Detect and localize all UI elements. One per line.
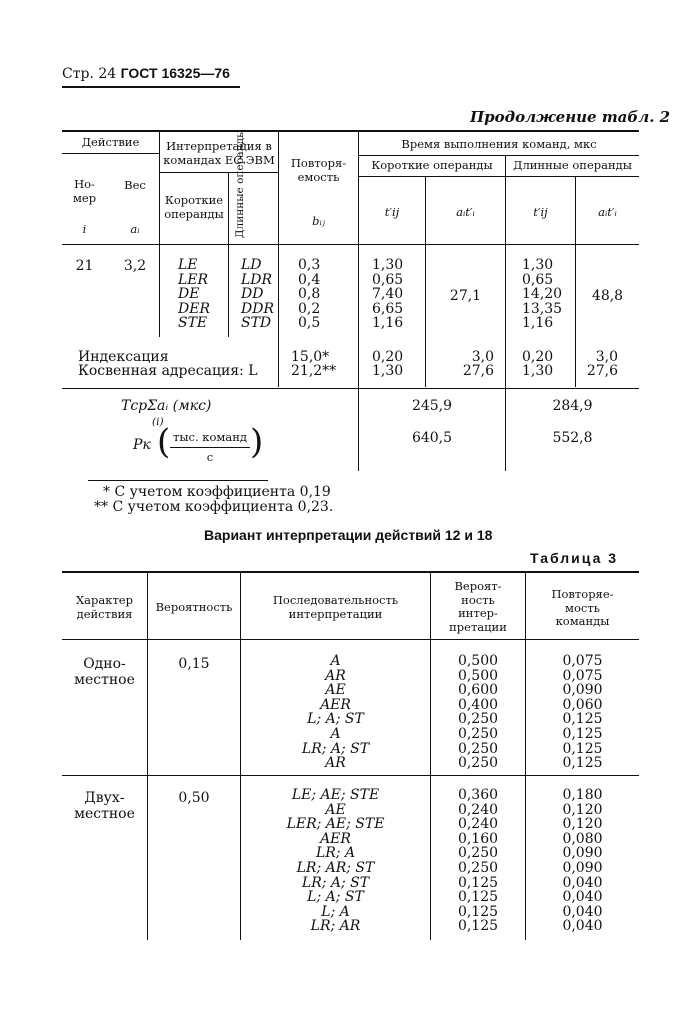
footnote-1: * С учетом коэффициента 0,19: [103, 484, 331, 500]
long-weighted-time: 48,8: [591, 288, 624, 304]
t2-rule: [62, 244, 639, 245]
t2-rule: [359, 155, 639, 156]
h-action: Действие: [81, 135, 140, 149]
pk-long: 552,8: [552, 430, 593, 446]
repeat-values: 0,3 0,4 0,8 0,2 0,5: [298, 257, 321, 332]
indirect-repeat: 21,2**: [291, 363, 337, 379]
row-number: 21: [75, 258, 94, 274]
pk-short: 640,5: [411, 430, 453, 446]
h-character: Характер действия: [76, 593, 133, 621]
indexing-label: Индексация: [78, 349, 169, 365]
long-times: 1,30 0,65 14,20 13,35 1,16: [522, 257, 563, 332]
group-2-character: Двух- местное: [74, 790, 135, 822]
indexing-short-at: 3,0: [471, 349, 494, 365]
footnote-rule: [88, 480, 268, 481]
t2-rule: [228, 172, 229, 337]
h-repeatability: Повторя- емость: [290, 156, 347, 184]
avg-time-short: 245,9: [411, 398, 453, 414]
page-header: [62, 65, 230, 82]
standard-number: ГОСТ 16325—76: [120, 65, 230, 81]
indirect-long-t: 1,30: [522, 363, 554, 379]
indexing-long-at: 3,0: [595, 349, 618, 365]
pk-fraction-bar: [170, 447, 250, 448]
t2-rule: [62, 153, 159, 154]
h-tij: t′ij: [384, 205, 400, 219]
h-short: Короткие операнды: [371, 158, 493, 172]
group-1-cmd-repeats: 0,075 0,075 0,090 0,060 0,125 0,125 0,125 0,125: [562, 653, 603, 772]
row-weight: 3,2: [123, 258, 147, 274]
footnote-2: ** С учетом коэффициента 0,23.: [94, 499, 334, 515]
indirect-long-at: 27,6: [586, 363, 618, 379]
h-probability: Вероятность: [155, 600, 233, 614]
indexing-long-t: 0,20: [522, 349, 554, 365]
h-short-operands: Короткие операнды: [164, 193, 224, 221]
group-2-sequences: LE; AE; STE AE LER; AE; STE AER LR; A LR; AR; ST LR; A; ST L; A; ST L; A LR; AR: [286, 787, 385, 935]
t2-rule: [505, 155, 506, 471]
group-2-cmd-repeats: 0,180 0,120 0,120 0,080 0,090 0,090 0,040 0,040 0,040 0,040: [562, 787, 603, 935]
pk-paren-right: ): [250, 422, 264, 462]
page-number: Стр. 24: [62, 66, 117, 82]
h-sequence: Последовательность интерпретации: [272, 593, 399, 621]
t3-rule: [147, 572, 148, 940]
short-times: 1,30 0,65 7,40 6,65 1,16: [372, 257, 404, 332]
t2-rule: [62, 388, 639, 389]
short-weighted-time: 27,1: [449, 288, 482, 304]
avg-time-long: 284,9: [552, 398, 593, 414]
short-commands: LE LER DE DER STE: [178, 257, 210, 332]
avg-time-label: TсрΣaᵢ (мкс): [121, 398, 212, 414]
indirect-short-t: 1,30: [372, 363, 404, 379]
h-weight-symbol: aᵢ: [130, 222, 140, 236]
header-rule: [62, 86, 240, 88]
group-1-interp-probs: 0,500 0,500 0,600 0,400 0,250 0,250 0,250 0,250: [457, 653, 499, 772]
h-long-operands: Длинные операнды: [234, 129, 246, 238]
t2-top-rule: [62, 130, 639, 132]
h-aiti: aᵢt′ᵢ: [598, 205, 617, 219]
h-interpretation: Интерпретация в командах ЕС ЭВМ: [163, 139, 275, 167]
group-1-probability: 0,15: [178, 656, 210, 672]
h-aiti: aᵢt′ᵢ: [456, 205, 475, 219]
t2-rule: [359, 176, 639, 177]
avg-time-subscript: (i): [152, 416, 164, 428]
long-commands: LD LDR DD DDR STD: [241, 257, 274, 332]
pk-label: Pк: [133, 437, 151, 453]
group-2-probability: 0,50: [178, 790, 210, 806]
t2-rule: [358, 131, 359, 471]
group-1-character: Одно- местное: [74, 656, 135, 688]
continuation-label: Продолжение табл. 2: [470, 108, 671, 126]
t3-group-rule: [62, 775, 639, 776]
t3-top-rule: [62, 571, 639, 573]
h-cmd-repeat: Повторяе- мость команды: [551, 587, 614, 628]
t3-header-rule: [62, 639, 639, 640]
pk-numerator: тыс. команд: [173, 430, 247, 444]
h-exec-time: Время выполнения команд, мкс: [401, 137, 597, 151]
h-number: Но- мер: [72, 177, 97, 205]
h-interp-probability: Вероят- ность интер- претации: [449, 579, 507, 634]
section-title: Вариант интерпретации действий 12 и 18: [204, 527, 493, 543]
h-weight: Вес: [124, 178, 146, 192]
h-repeat-symbol: bᵢⱼ: [312, 214, 325, 228]
group-2-interp-probs: 0,360 0,240 0,240 0,160 0,250 0,250 0,125 0,125 0,125 0,125: [457, 787, 499, 935]
group-1-sequences: A AR AE AER L; A; ST A LR; A; ST AR: [301, 653, 370, 772]
t2-rule: [160, 172, 278, 173]
h-long: Длинные операнды: [513, 158, 632, 172]
indirect-short-at: 27,6: [462, 363, 494, 379]
h-number-symbol: i: [82, 222, 87, 236]
indexing-short-t: 0,20: [372, 349, 404, 365]
indirect-label: Косвенная адресация: L: [78, 363, 258, 379]
table-3-label: Таблица 3: [530, 550, 619, 566]
pk-denominator: с: [206, 450, 214, 464]
pk-paren-left: (: [157, 422, 171, 462]
h-tij: t′ij: [533, 205, 548, 219]
indexing-repeat: 15,0*: [291, 349, 330, 365]
